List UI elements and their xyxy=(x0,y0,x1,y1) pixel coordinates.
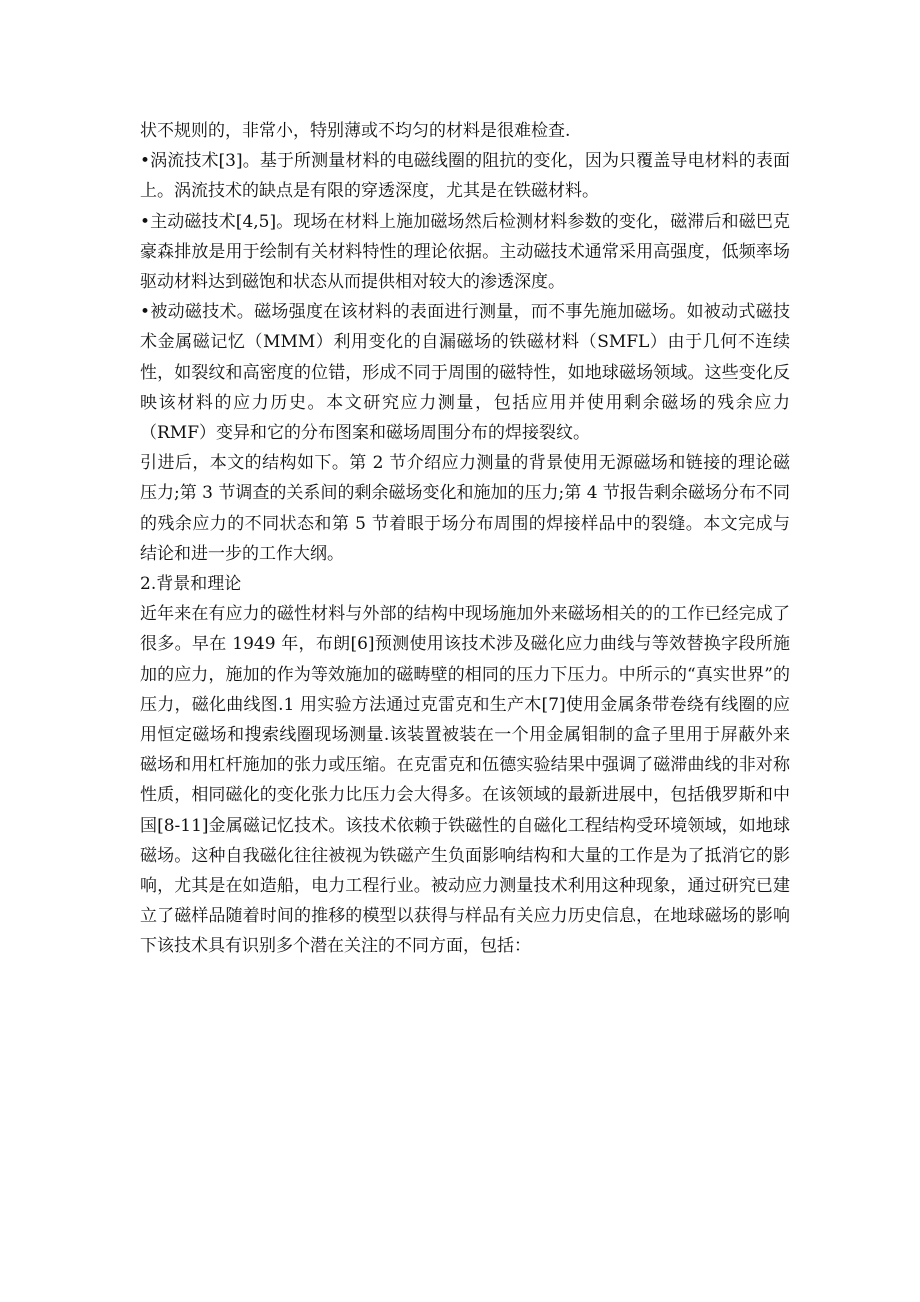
paragraph-passive-magnetic: •被动磁技术。磁场强度在该材料的表面进行测量，而不事先施加磁场。如被动式磁技术金属磁记忆（MMM）利用变化的自漏磁场的铁磁材料（SMFL）由于几何不连续性，如裂纹和高密度的位错，形成不同于周围的磁特性，如地球磁场领域。这些变化反映该材料的应力历史。本文研究应力测量，包括应用并使用剩余磁场的残余应力（RMF）变异和它的分布图案和磁场周围分布的焊接裂纹。 xyxy=(140,302,790,444)
paragraph-continuation: 状不规则的，非常小，特别薄或不均匀的材料是很难检查. xyxy=(140,121,571,141)
paragraph-background: 近年来在有应力的磁性材料与外部的结构中现场施加外来磁场相关的的工作已经完成了很多。早在 1949 年，布朗[6]预测使用该技术涉及磁化应力曲线与等效替换字段所施加的应力，施加的作为等效施加的磁畴壁的相同的压力下压力。中所示的“真实世界”的压力，磁化曲线图.1 用实验方法通过克雷克和生产木[7]使用金属条带卷绕有线圈的应用恒定磁场和搜索线圈现场测量.该装置被装在一个用金属钼制的盒子里用于屏蔽外来磁场和用杠杆施加的张力或压缩。在克雷克和伍德实验结果中强调了磁滞曲线的非对称性质，相同磁化的变化张力比压力会大得多。在该领域的最新进展中，包括俄罗斯和中国[8-11]金属磁记忆技术。该技术依赖于铁磁性的自磁化工程结构受环境领域，如地球磁场。这种自我磁化往往被视为铁磁产生负面影响结构和大量的工作是为了抵消它的影响，尤其是在如造船，电力工程行业。被动应力测量技术利用这种现象，通过研究已建立了磁样品随着时间的推移的模型以获得与样品有关应力历史信息，在地球磁场的影响下该技术具有识别多个潜在关注的不同方面，包括： xyxy=(140,604,790,957)
document-body xyxy=(140,116,790,962)
paragraph-eddy-current: •涡流技术[3]。基于所测量材料的电磁线圈的阻抗的变化，因为只覆盖导电材料的表面上。涡流技术的缺点是有限的穿透深度，尤其是在铁磁材料。 xyxy=(140,151,790,202)
paragraph-structure: 引进后，本文的结构如下。第 2 节介绍应力测量的背景使用无源磁场和链接的理论磁压力;第 3 节调查的关系间的剩余磁场变化和施加的压力;第 4 节报告剩余磁场分布不同的残余应力的不同状态和第 5 节着眼于场分布周围的焊接样品中的裂缝。本文完成与结论和进一步的工作大纲。 xyxy=(140,453,790,564)
section-heading: 2.背景和理论 xyxy=(140,574,242,595)
paragraph-active-magnetic: •主动磁技术[4,5]。现场在材料上施加磁场然后检测材料参数的变化，磁滞后和磁巴克豪森排放是用于绘制有关材料特性的理论依据。主动磁技术通常采用高强度，低频率场驱动材料达到磁饱和状态从而提供相对较大的渗透深度。 xyxy=(140,211,790,293)
